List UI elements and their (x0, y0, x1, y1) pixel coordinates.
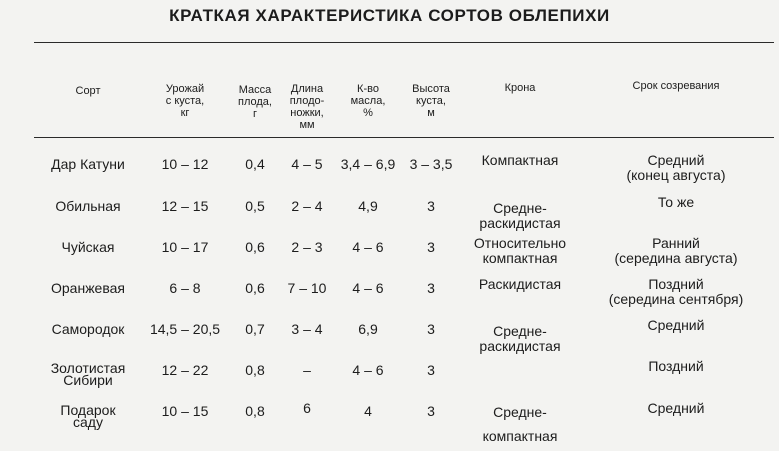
oil-value: 3,4 – 6,9 (340, 156, 396, 172)
yield-value: 10 – 12 (161, 156, 209, 172)
cell-ripening (596, 318, 756, 333)
cell-height (404, 404, 458, 419)
cell-stem (281, 322, 333, 337)
height-value: 3 (427, 403, 435, 419)
cell-height (404, 157, 458, 172)
crown-line: Средне- (493, 200, 547, 216)
header-line: куста, (416, 95, 446, 107)
oil-value: 4,9 (358, 198, 378, 214)
variety-line: Самородок (51, 321, 125, 337)
cell-oil (335, 404, 401, 419)
cell-variety (28, 403, 148, 430)
cell-variety (28, 281, 148, 296)
yield-value: 12 – 22 (161, 362, 209, 378)
cell-yield (143, 157, 227, 172)
variety-line: Подарок (60, 402, 116, 418)
cell-variety (28, 322, 148, 337)
cell-yield (143, 199, 227, 214)
mass-value: 0,8 (245, 403, 265, 419)
yield-value: 6 – 8 (169, 280, 201, 296)
cell-ripening (596, 195, 756, 210)
ripening-line: (конец августа) (626, 167, 726, 183)
cell-crown (462, 324, 578, 354)
header-line: ножки, (290, 107, 324, 119)
cell-mass (230, 199, 280, 214)
cell-mass (230, 404, 280, 419)
cell-crown (462, 236, 578, 266)
crown-line: компактная (482, 428, 558, 444)
height-value: 3 (427, 280, 435, 296)
header-line: Высота (412, 83, 450, 95)
cell-mass (230, 240, 280, 255)
header-stem (281, 83, 333, 131)
cell-variety (28, 157, 148, 172)
yield-value: 14,5 – 20,5 (149, 321, 221, 337)
height-value: 3 (427, 362, 435, 378)
ripening-line: Поздний (648, 358, 704, 374)
cell-stem (281, 401, 333, 416)
ripening-line: Ранний (652, 235, 700, 251)
cell-height (404, 240, 458, 255)
cell-ripening (596, 277, 756, 307)
cell-yield (143, 281, 227, 296)
header-mass (230, 84, 280, 120)
cell-oil (335, 322, 401, 337)
header-line: г (252, 108, 257, 120)
oil-value: 4 – 6 (352, 239, 384, 255)
cell-crown (462, 277, 578, 292)
height-value: 3 (427, 198, 435, 214)
cell-oil (335, 363, 401, 378)
header-line: плодо- (289, 95, 325, 107)
header-label: Срок созревания (632, 80, 720, 92)
variety-line: Золотистая (50, 360, 126, 376)
variety-line: саду (73, 414, 103, 430)
cell-height (404, 363, 458, 378)
header-label: Крона (504, 82, 536, 94)
stem-value: 2 – 3 (291, 239, 323, 255)
mass-value: 0,8 (245, 362, 265, 378)
header-line: кг (180, 107, 190, 119)
variety-line: Сибири (63, 372, 113, 388)
cell-ripening (596, 359, 756, 374)
stem-value: 7 – 10 (287, 280, 327, 296)
header-yield (143, 83, 227, 119)
page-title: КРАТКАЯ ХАРАКТЕРИСТИКА СОРТОВ ОБЛЕПИХИ (169, 6, 610, 25)
header-line: Длина (290, 83, 324, 95)
header-line: Урожай (165, 83, 205, 95)
cell-oil (335, 281, 401, 296)
mass-value: 0,4 (245, 156, 265, 172)
crown-line: Раскидистая (478, 276, 562, 292)
ripening-line: Средний (647, 152, 705, 168)
oil-value: 6,9 (358, 321, 378, 337)
cell-oil (335, 157, 401, 172)
stem-value: 4 – 5 (291, 156, 323, 172)
cell-variety (28, 240, 148, 255)
cell-ripening (596, 236, 756, 266)
mass-value: 0,6 (245, 239, 265, 255)
cell-oil (335, 240, 401, 255)
cell-crown (462, 405, 578, 444)
cell-mass (230, 157, 280, 172)
header-line: % (363, 107, 373, 119)
stem-value: 6 (303, 400, 311, 416)
cell-stem (281, 281, 333, 296)
cell-oil (335, 199, 401, 214)
top-rule (34, 42, 774, 43)
yield-value: 12 – 15 (161, 198, 209, 214)
ripening-line: То же (657, 194, 695, 210)
header-line: К-во (357, 83, 379, 95)
crown-line: раскидистая (479, 215, 561, 231)
header-line: мм (299, 119, 315, 131)
header-label: Сорт (75, 85, 101, 97)
cell-variety (28, 361, 148, 388)
variety-line: Оранжевая (51, 280, 125, 296)
yield-value: 10 – 15 (161, 403, 209, 419)
cell-crown (462, 153, 578, 168)
stem-value: 2 – 4 (291, 198, 323, 214)
crown-line: Компактная (481, 152, 559, 168)
cell-yield (143, 404, 227, 419)
ripening-line: (середина августа) (614, 250, 738, 266)
variety-line: Чуйская (61, 239, 115, 255)
stem-value: – (303, 362, 311, 378)
header-line: Масса (238, 84, 272, 96)
cell-variety (28, 199, 148, 214)
variety-line: Дар Катуни (51, 156, 125, 172)
header-ripening (596, 80, 756, 92)
oil-value: 4 – 6 (352, 280, 384, 296)
header-line: с куста, (165, 95, 205, 107)
cell-yield (143, 240, 227, 255)
cell-mass (230, 281, 280, 296)
header-line: масла, (350, 95, 386, 107)
oil-value: 4 (364, 403, 372, 419)
height-value: 3 (427, 321, 435, 337)
cell-stem (281, 240, 333, 255)
oil-value: 4 – 6 (352, 362, 384, 378)
cell-yield (143, 322, 227, 337)
crown-line: Средне- (493, 323, 547, 339)
height-value: 3 (427, 239, 435, 255)
variety-line: Обильная (55, 198, 121, 214)
crown-line: раскидистая (479, 338, 561, 354)
cell-stem (281, 363, 333, 378)
header-height (404, 83, 458, 119)
cell-ripening (596, 401, 756, 416)
mass-value: 0,6 (245, 280, 265, 296)
header-line: плода, (238, 96, 272, 108)
cell-yield (143, 363, 227, 378)
crown-line: Средне- (493, 404, 547, 420)
cell-crown (462, 201, 578, 231)
header-variety (28, 85, 148, 97)
cell-ripening (596, 153, 756, 183)
mass-value: 0,5 (245, 198, 265, 214)
mass-value: 0,7 (245, 321, 265, 337)
ripening-line: Средний (647, 317, 705, 333)
cell-height (404, 281, 458, 296)
stem-value: 3 – 4 (291, 321, 323, 337)
ripening-line: Средний (647, 400, 705, 416)
header-rule (34, 137, 774, 138)
ripening-line: Поздний (648, 276, 704, 292)
yield-value: 10 – 17 (161, 239, 209, 255)
cell-stem (281, 157, 333, 172)
cell-mass (230, 322, 280, 337)
header-crown (462, 82, 578, 94)
header-oil (335, 83, 401, 119)
cell-height (404, 199, 458, 214)
crown-line: Относительно (473, 235, 567, 251)
height-value: 3 – 3,5 (409, 156, 453, 172)
crown-line: компактная (482, 250, 558, 266)
cell-stem (281, 199, 333, 214)
cell-mass (230, 363, 280, 378)
ripening-line: (середина сентября) (608, 291, 744, 307)
header-line: м (427, 107, 435, 119)
cell-height (404, 322, 458, 337)
